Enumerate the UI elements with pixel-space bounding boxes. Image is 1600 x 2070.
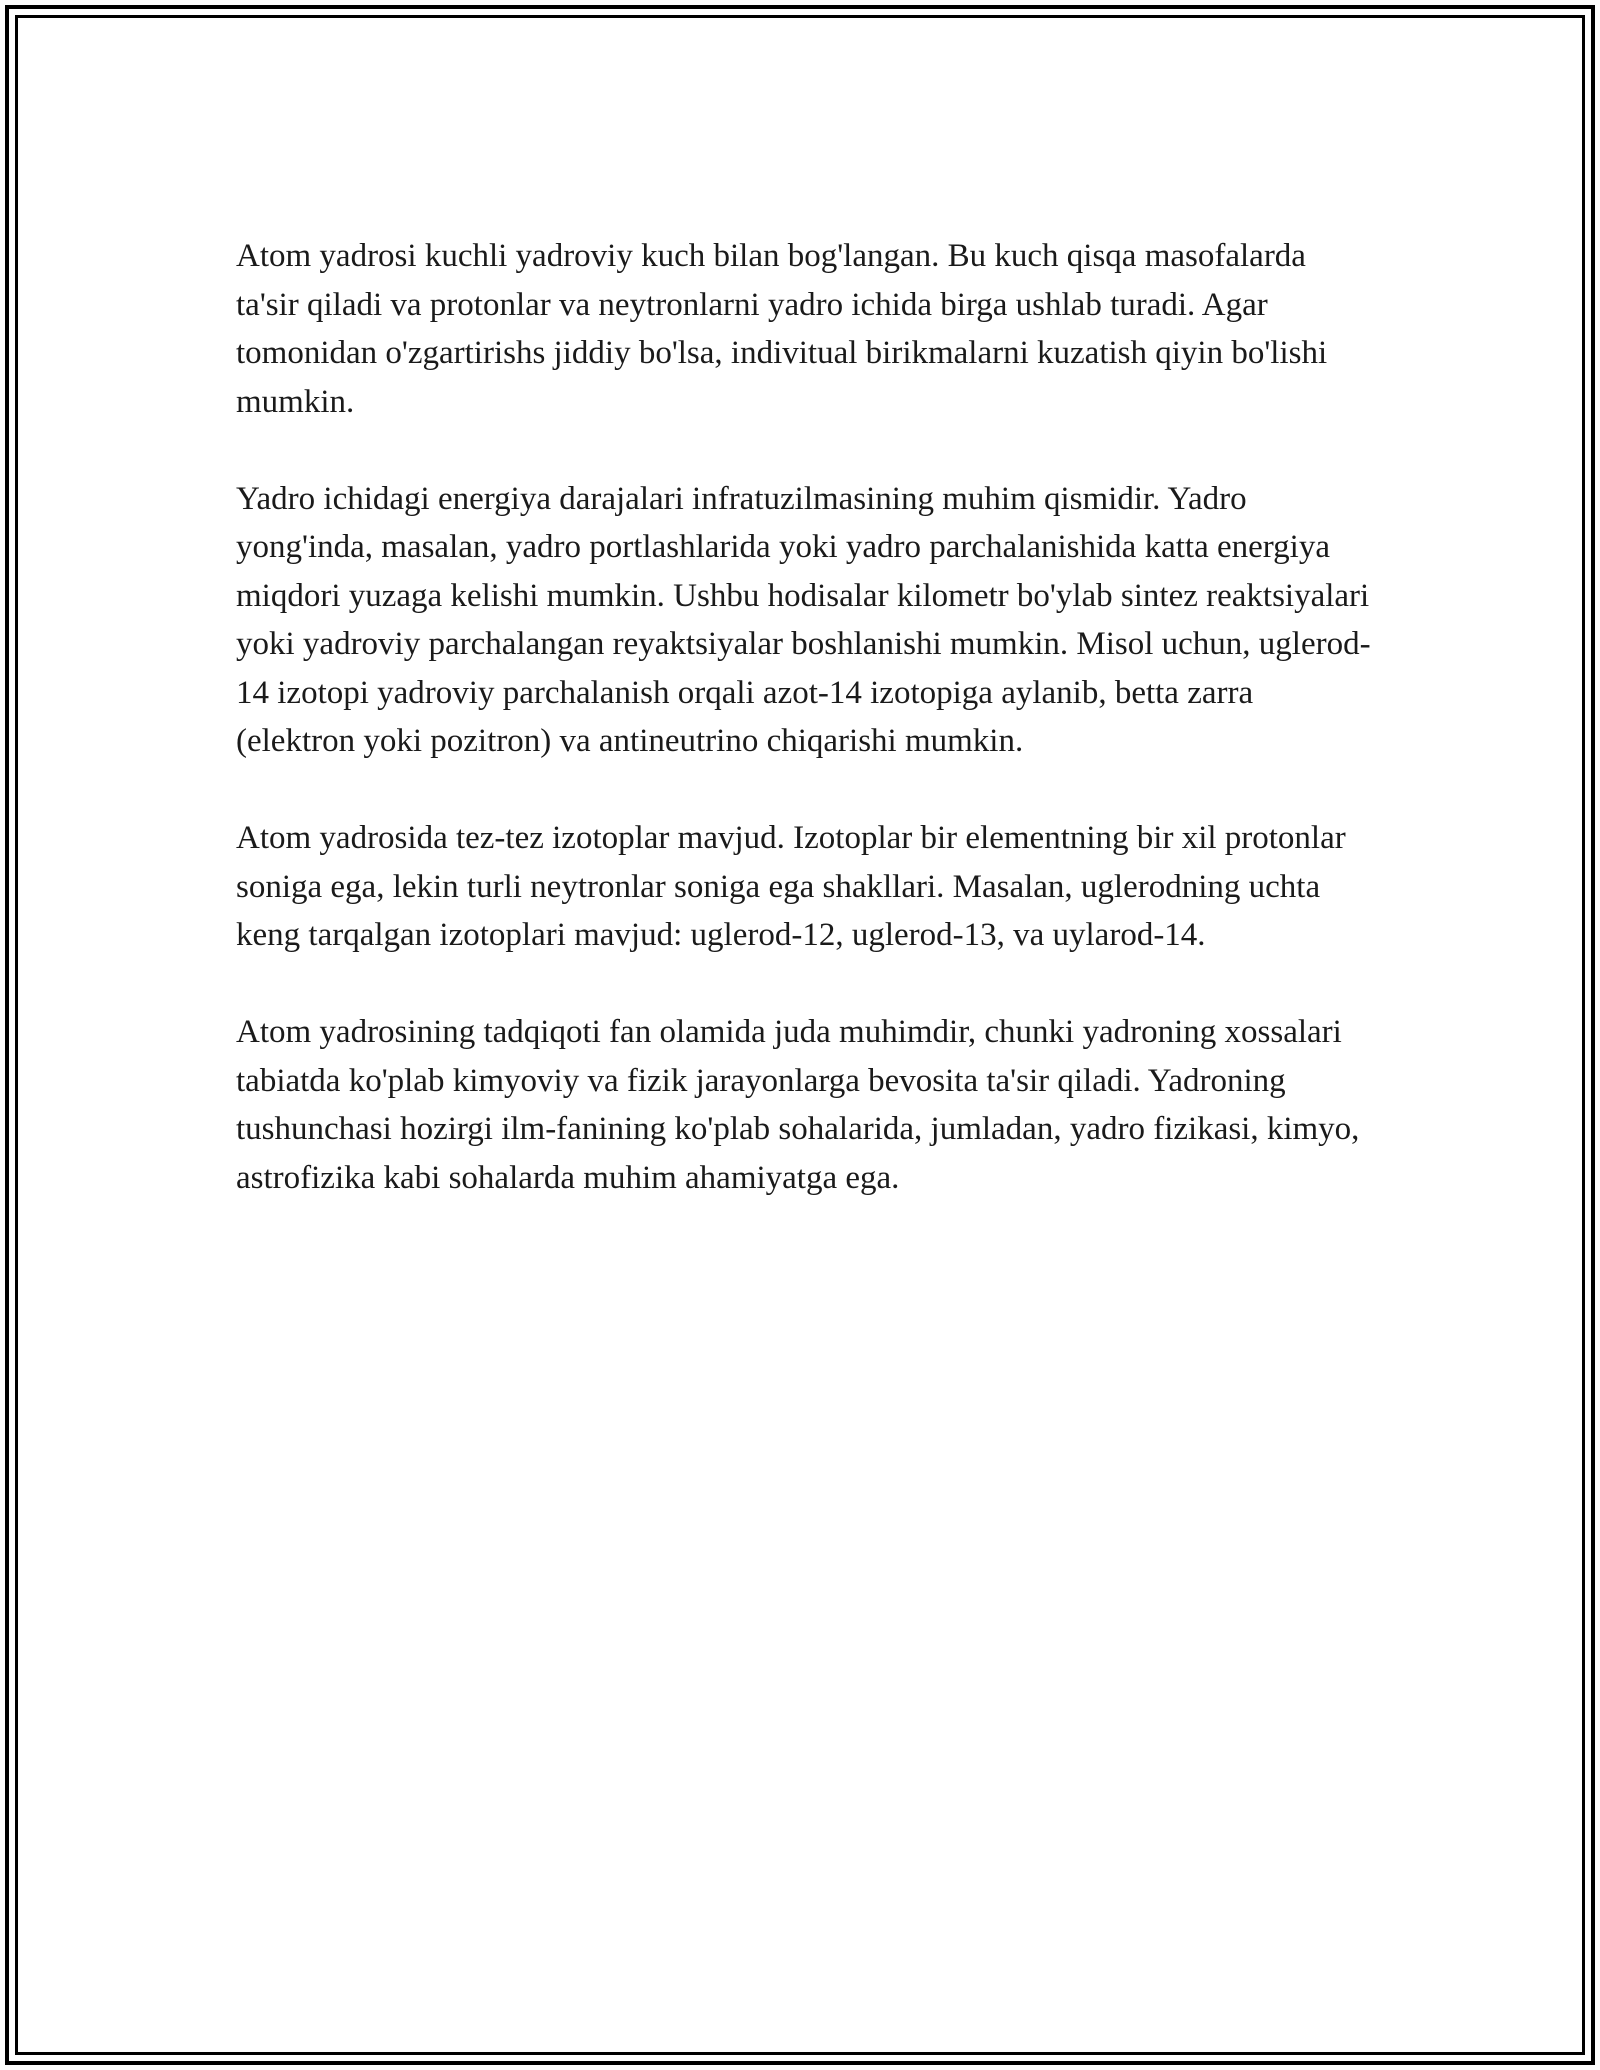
- paragraph-2: Yadro ichidagi energiya darajalari infratuzilmasining muhim qismidir. Yadro yong'inda, masalan, yadro portlashlarida yoki yadro parchalanishida katta energiya miqdori yuzaga kelishi mumkin. Ushbu hodisalar kilometr bo'ylab sintez reaktsiyalari yoki yadroviy parchalangan reyaktsiyalar boshlanishi mumkin. Misol uchun, uglerod-14 izotopi yadroviy parchalanish orqali azot-14 izotopiga aylanib, betta zarra (elektron yoki pozitron) va antineutrino chiqarishi mumkin.: [236, 480, 1371, 759]
- paragraph-1: Atom yadrosi kuchli yadroviy kuch bilan bog'langan. Bu kuch qisqa masofalarda ta'sir qiladi va protonlar va neytronlarni yadro ichida birga ushlab turadi. Agar tomonidan o'zgartirishs jiddiy bo'lsa, indivitual birikmalarni kuzatish qiyin bo'lishi mumkin.: [236, 238, 1328, 420]
- paragraph-3: Atom yadrosida tez-tez izotoplar mavjud. Izotoplar bir elementning bir xil protonlar soniga ega, lekin turli neytronlar soniga ega shakllari. Masalan, uglerodning uchta keng tarqalgan izotoplari mavjud: uglerod-12, uglerod-13, va uylarod-14.: [236, 820, 1346, 953]
- paragraph-4: Atom yadrosining tadqiqoti fan olamida juda muhimdir, chunki yadroning xossalari tabiatda ko'plab kimyoviy va fizik jarayonlarga bevosita ta'sir qiladi. Yadroning tushunchasi hozirgi ilm-fanining ko'plab sohalarida, jumladan, yadro fizikasi, kimyo, astrofizika kabi sohalarda muhim ahamiyatga ega.: [236, 1014, 1360, 1196]
- document-body: [236, 232, 1376, 1251]
